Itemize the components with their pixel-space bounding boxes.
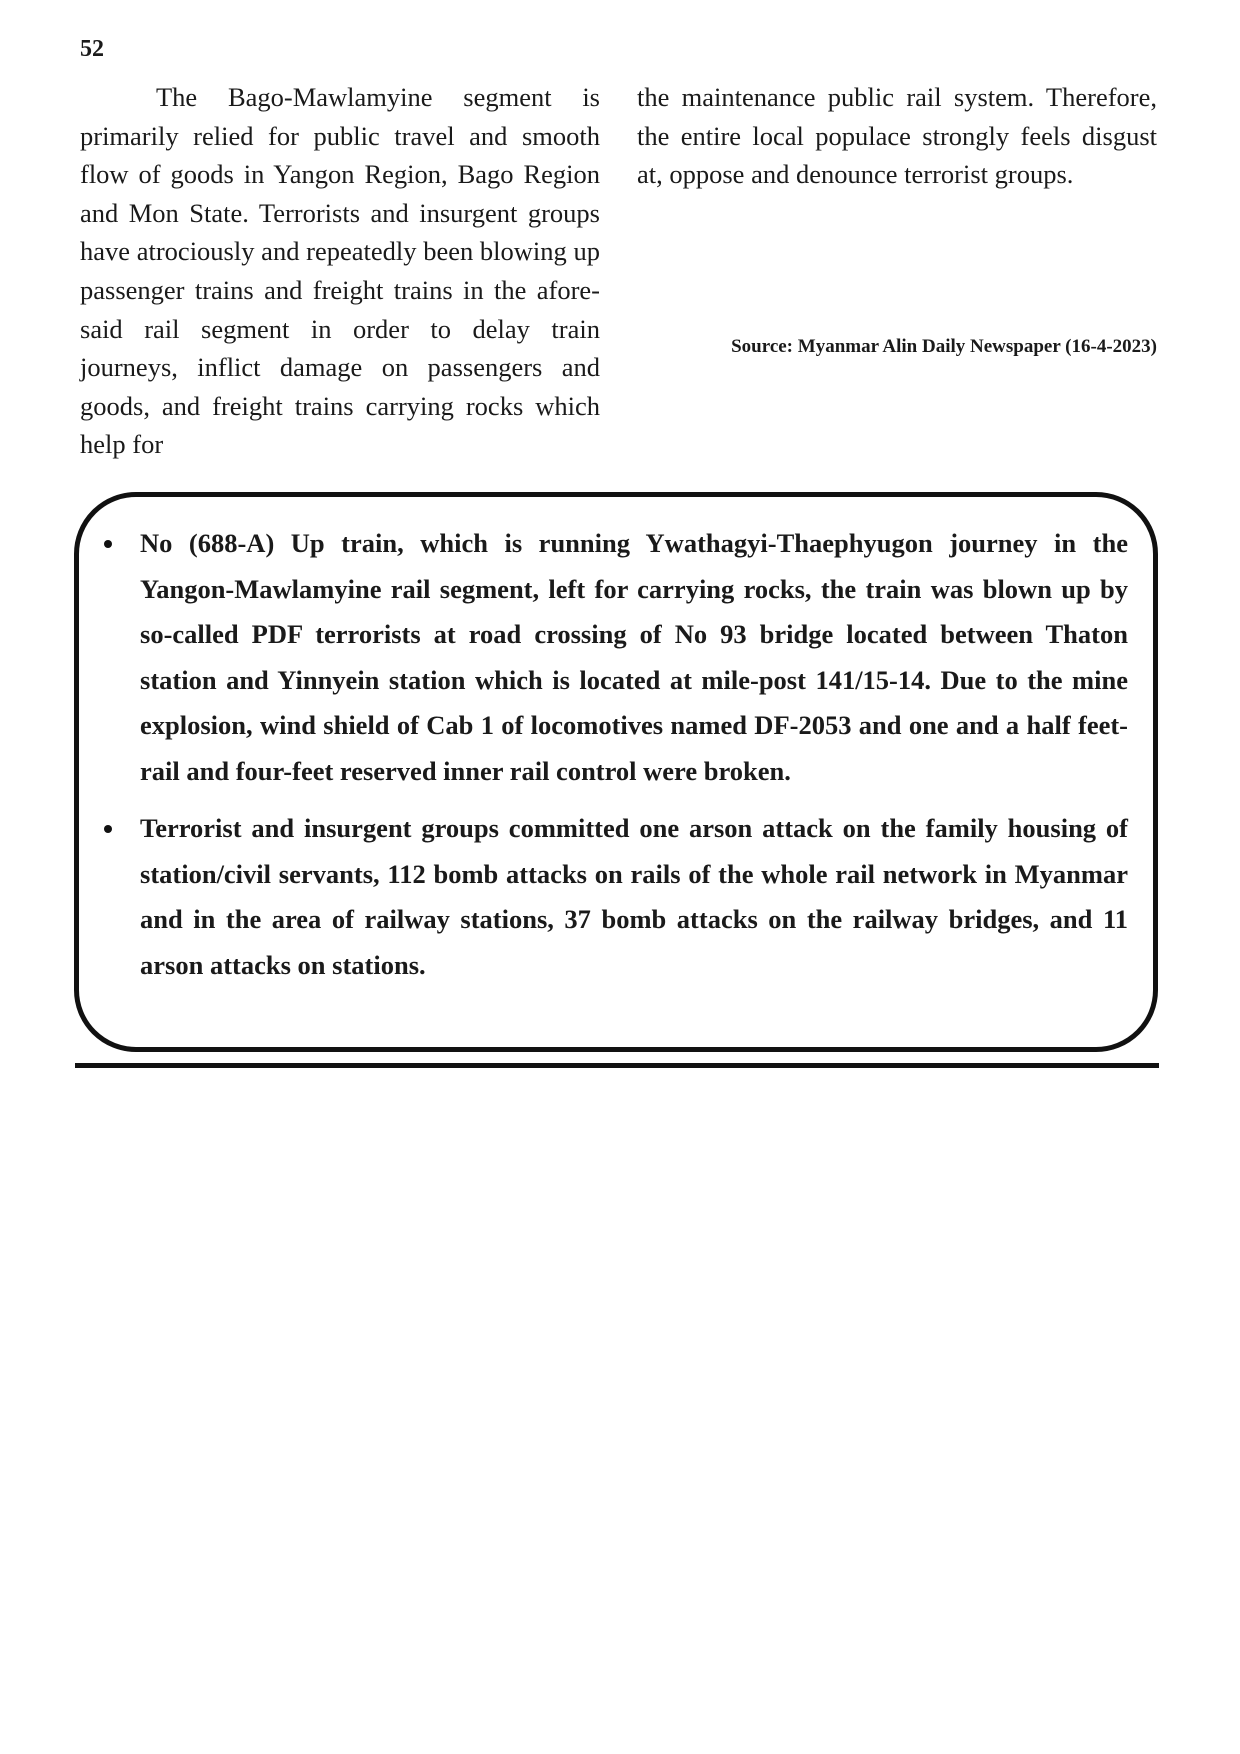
- bottom-rule-divider: [75, 1063, 1159, 1068]
- page-number: 52: [80, 36, 104, 62]
- left-column: [80, 78, 600, 464]
- bullet-item: [140, 521, 1128, 794]
- bullet-icon: [104, 825, 112, 833]
- bullet-item: [140, 806, 1128, 988]
- source-citation: Source: Myanmar Alin Daily Newspaper (16-4-2023): [731, 336, 1157, 357]
- left-column-paragraph: The Bago-Mawlamyine segment is primarily relied for public travel and smooth flow of goods in Yangon Region, Bago Region and Mon State. Terrorists and insurgent groups have atrociously and repeatedly been blowing up passenger trains and freight trains in the afore-said rail segment in order to delay train journeys, inflict damage on passengers and goods, and freight trains carrying rocks which help for: [80, 82, 600, 460]
- bullet-text: No (688-A) Up train, which is running Ywathagyi-Thaephyugon journey in the Yangon-Mawlamyine rail segment, left for carrying rocks, the train was blown up by so-called PDF terrorists at road crossing of No 93 bridge located between Thaton station and Yinnyein station which is located at mile-post 141/15-14. Due to the mine explosion, wind shield of Cab 1 of locomotives named DF-2053 and one and a half feet-rail and four-feet reserved inner rail control were broken.: [140, 528, 1128, 786]
- highlight-bullet-list: [140, 521, 1128, 1000]
- right-column-paragraph: the maintenance public rail system. Therefore, the entire local populace strongly feels disgust at, oppose and denounce terrorist groups.: [637, 82, 1157, 190]
- right-column: [637, 78, 1157, 194]
- bullet-text: Terrorist and insurgent groups committed one arson attack on the family housing of station/civil servants, 112 bomb attacks on rails of the whole rail network in Myanmar and in the area of railway stations, 37 bomb attacks on the railway bridges, and 11 arson attacks on stations.: [140, 813, 1128, 980]
- bullet-icon: [104, 540, 112, 548]
